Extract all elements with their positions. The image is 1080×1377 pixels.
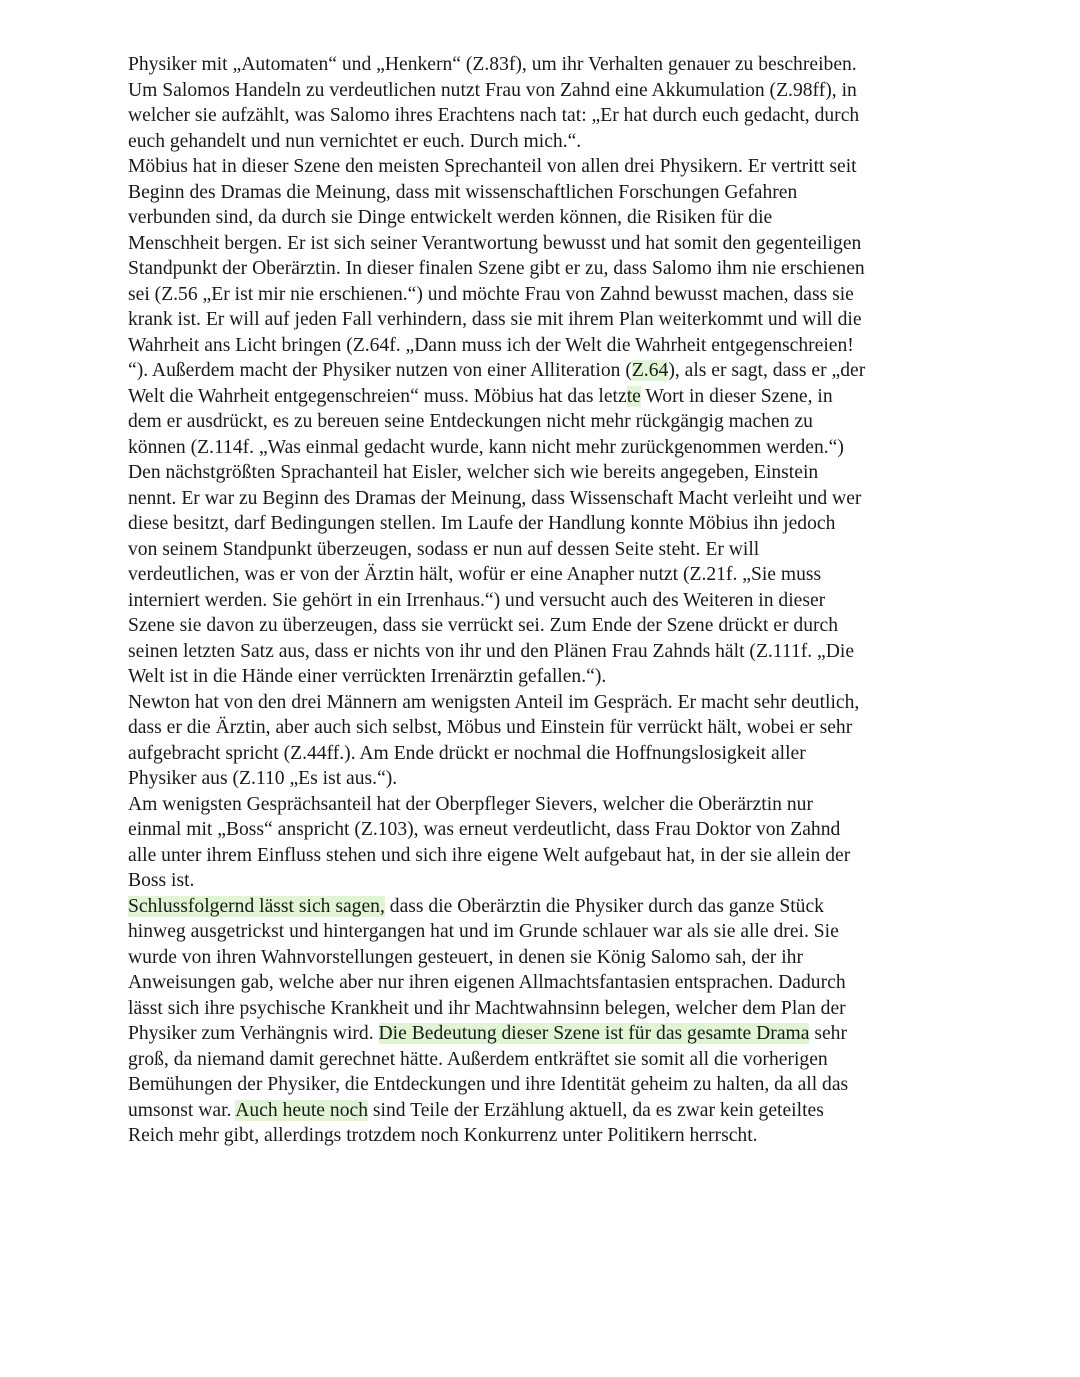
highlighted-text: Z.64 [631, 360, 669, 381]
text-line [128, 52, 978, 78]
text-line [128, 409, 978, 435]
text-segment: Newton hat von den drei Männern am wenigsten Anteil im Gespräch. Er macht sehr deutlich, [128, 691, 860, 713]
text-line [128, 486, 978, 512]
text-line [128, 1098, 978, 1124]
text-segment: euch gehandelt und nun vernichtet er euch. Durch mich.“. [128, 130, 582, 152]
text-line [128, 180, 978, 206]
text-segment: “). Außerdem macht der Physiker nutzen von einer Alliteration ( [128, 360, 632, 381]
text-segment: Am wenigsten Gesprächsanteil hat der Oberpfleger Sievers, welcher die Oberärztin nur [128, 793, 813, 815]
text-line [128, 945, 978, 971]
text-segment: Reich mehr gibt, allerdings trotzdem noch Konkurrenz unter Politikern herrscht. [128, 1125, 758, 1146]
essay-text [128, 52, 978, 1149]
text-segment: Anweisungen gab, welche aber nur ihren eigenen Allmachtsfantasien entsprachen. Dadurch [128, 972, 846, 993]
text-segment: hinweg ausgetrickst und hintergangen hat und im Grunde schlauer war als sie alle drei. Sie [128, 921, 839, 942]
text-segment: Welt ist in die Hände einer verrückten Irrenärztin gefallen.“). [128, 666, 607, 687]
text-line [128, 1123, 978, 1149]
text-line [128, 970, 978, 996]
text-segment: groß, da niemand damit gerechnet hätte. Außerdem entkräftet sie somit all die vorherigen [128, 1048, 828, 1070]
text-line [128, 919, 978, 945]
text-segment: Bemühungen der Physiker, die Entdeckungen und ihre Identität geheim zu halten, da all das [128, 1074, 849, 1095]
text-segment: krank ist. Er will auf jeden Fall verhindern, dass sie mit ihrem Plan weiterkommt und will die [128, 309, 862, 330]
text-segment: Standpunkt der Oberärztin. In dieser finalen Szene gibt er zu, dass Salomo ihm nie erschienen [128, 258, 865, 279]
text-line [128, 129, 978, 155]
text-segment: Beginn des Dramas die Meinung, dass mit wissenschaftlichen Forschungen Gefahren [128, 181, 798, 203]
highlighted-text: Schlussfolgernd lässt sich sagen, [128, 895, 385, 917]
text-segment: Menschheit bergen. Er ist sich seiner Verantwortung bewusst und hat somit den gegenteiligen [128, 232, 862, 254]
text-line [128, 894, 978, 920]
text-line [128, 588, 978, 614]
text-line [128, 384, 978, 410]
text-segment: sehr [809, 1023, 847, 1044]
text-segment: Wahrheit ans Licht bringen (Z.64f. „Dann muss ich der Welt die Wahrheit entgegenschreien! [128, 334, 854, 356]
text-segment: Boss ist. [128, 870, 195, 891]
text-line [128, 282, 978, 308]
text-segment: Welt die Wahrheit entgegenschreien“ muss. Möbius hat das letz [128, 385, 627, 407]
text-line [128, 460, 978, 486]
text-line [128, 843, 978, 869]
text-line [128, 766, 978, 792]
highlighted-text: te [626, 385, 641, 407]
text-segment: einmal mit „Boss“ anspricht (Z.103), was erneut verdeutlicht, dass Frau Doktor von Zahnd [128, 819, 841, 840]
highlighted-text: Die Bedeutung dieser Szene ist für das gesamte Drama [378, 1023, 810, 1044]
text-line [128, 792, 978, 818]
text-line [128, 868, 978, 894]
text-segment: Physiker mit „Automaten“ und „Henkern“ (Z.83f), um ihr Verhalten genauer zu beschreiben. [128, 54, 857, 75]
text-line [128, 690, 978, 716]
text-segment: alle unter ihrem Einfluss stehen und sich ihre eigene Welt aufgebaut hat, in der sie allein der [128, 844, 851, 866]
text-segment: von seinem Standpunkt überzeugen, sodass er nun auf dessen Seite steht. Er will [128, 538, 760, 560]
text-line [128, 103, 978, 129]
text-line [128, 333, 978, 359]
text-line [128, 664, 978, 690]
text-segment: seinen letzten Satz aus, dass er nichts von ihr und den Plänen Frau Zahnds hält (Z.111f. „Die [128, 640, 855, 662]
text-segment: sind Teile der Erzählung aktuell, da es zwar kein geteiltes [368, 1099, 824, 1121]
text-segment: wurde von ihren Wahnvorstellungen gesteuert, in denen sie König Salomo sah, der ihr [128, 946, 803, 968]
text-line [128, 562, 978, 588]
text-line [128, 511, 978, 537]
text-segment: Möbius hat in dieser Szene den meisten Sprechanteil von allen drei Physikern. Er vertritt seit [128, 156, 857, 177]
text-segment: umsonst war. [128, 1099, 236, 1121]
text-segment: Um Salomos Handeln zu verdeutlichen nutzt Frau von Zahnd eine Akkumulation (Z.98ff), in [128, 79, 857, 101]
text-segment: Den nächstgrößten Sprachanteil hat Eisler, welcher sich wie bereits angegeben, Einstein [128, 462, 819, 483]
text-line [128, 1021, 978, 1047]
text-line [128, 639, 978, 665]
text-line [128, 435, 978, 461]
text-segment: verdeutlichen, was er von der Ärztin hält, wofür er eine Anapher nutzt (Z.21f. „Sie muss [128, 564, 822, 585]
text-segment: können (Z.114f. „Was einmal gedacht wurde, kann nicht mehr zurückgenommen werden.“) [128, 436, 844, 458]
text-line [128, 741, 978, 767]
text-segment: Physiker aus (Z.110 „Es ist aus.“). [128, 768, 398, 789]
text-segment: Szene sie davon zu überzeugen, dass sie verrückt sei. Zum Ende der Szene drückt er durch [128, 615, 839, 636]
text-line [128, 1047, 978, 1073]
text-segment: Wort in dieser Szene, in [640, 385, 833, 407]
text-line [128, 1072, 978, 1098]
text-line [128, 78, 978, 104]
text-line [128, 231, 978, 257]
text-segment: dem er ausdrückt, es zu bereuen seine Entdeckungen nicht mehr rückgängig machen zu [128, 411, 813, 432]
text-line [128, 817, 978, 843]
text-line [128, 307, 978, 333]
text-segment: dass die Oberärztin die Physiker durch das ganze Stück [384, 895, 824, 917]
text-line [128, 537, 978, 563]
highlighted-text: Auch heute noch [235, 1099, 368, 1121]
text-segment: Physiker zum Verhängnis wird. [128, 1023, 379, 1044]
text-segment: dass er die Ärztin, aber auch sich selbst, Möbus und Einstein für verrückt hält, wobei er sehr [128, 717, 853, 738]
text-line [128, 256, 978, 282]
text-segment: ), als er sagt, dass er „der [668, 360, 866, 381]
text-segment: nennt. Er war zu Beginn des Dramas der Meinung, dass Wissenschaft Macht verleiht und wer [128, 487, 862, 509]
text-line [128, 996, 978, 1022]
text-segment: interniert werden. Sie gehört in ein Irrenhaus.“) und versucht auch des Weiteren in dieser [128, 589, 826, 611]
text-line [128, 613, 978, 639]
text-segment: verbunden sind, da durch sie Dinge entwickelt werden können, die Risiken für die [128, 207, 773, 228]
text-segment: aufgebracht spricht (Z.44ff.). Am Ende drückt er nochmal die Hoffnungslosigkeit aller [128, 742, 806, 764]
text-line [128, 154, 978, 180]
text-segment: welcher sie aufzählt, was Salomo ihres Erachtens nach tat: „Er hat durch euch gedacht, durch [128, 105, 860, 126]
text-line [128, 358, 978, 384]
text-segment: diese besitzt, darf Bedingungen stellen. Im Laufe der Handlung konnte Möbius ihn jedoch [128, 513, 836, 534]
text-line [128, 205, 978, 231]
text-segment: sei (Z.56 „Er ist mir nie erschienen.“) und möchte Frau von Zahnd bewusst machen, dass sie [128, 283, 854, 305]
text-segment: lässt sich ihre psychische Krankheit und ihr Machtwahnsinn belegen, welcher dem Plan der [128, 997, 846, 1019]
text-line [128, 715, 978, 741]
